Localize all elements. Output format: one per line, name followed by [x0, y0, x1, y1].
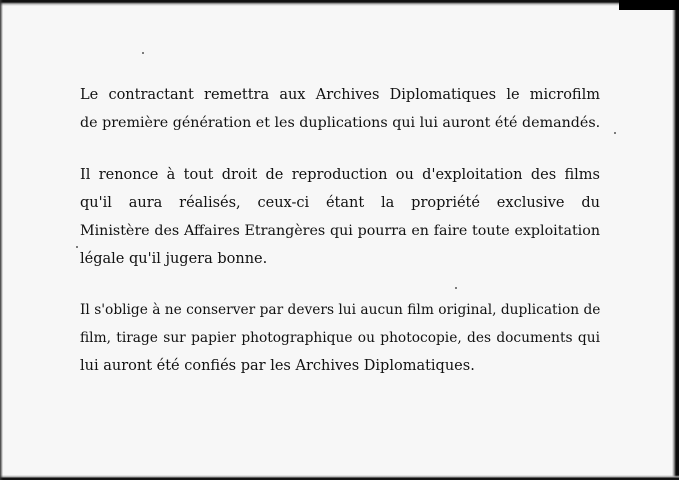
scan-edge-bottom	[0, 475, 679, 480]
paragraph-line: lui auront été confiés par les Archives Diplomatiques.	[80, 358, 475, 374]
scan-edge-right	[672, 0, 679, 480]
scan-edge-left	[0, 0, 3, 480]
paragraph-line: de première génération et les duplications qui lui auront été demandés.	[80, 115, 601, 131]
paragraph-3	[80, 296, 600, 380]
scan-speck	[455, 287, 457, 289]
paragraph-line: qu'il aura réalisés, ceux-ci étant la propriété exclusive du	[80, 195, 600, 211]
paragraph-line: légale qu'il jugera bonne.	[80, 251, 268, 267]
paragraph-line: Le contractant remettra aux Archives Diplomatiques le microfilm	[80, 87, 600, 103]
paragraph-line: Ministère des Affaires Etrangères qui pourra en faire toute exploitation	[80, 223, 600, 239]
scan-corner-mark	[619, 0, 679, 10]
scan-edge-top	[0, 0, 679, 6]
paragraph-2	[80, 161, 600, 273]
paragraph-line: Il s'oblige à ne conserver par devers lui aucun film original, duplication de	[80, 302, 601, 318]
paragraph-line: film, tirage sur papier photographique ou photocopie, des documents qui	[80, 330, 600, 346]
paragraph-1	[80, 81, 600, 137]
scan-speck	[76, 246, 78, 248]
paragraph-line: Il renonce à tout droit de reproduction ou d'exploitation des films	[80, 167, 600, 183]
scan-speck	[614, 132, 616, 134]
scan-speck	[142, 52, 144, 54]
